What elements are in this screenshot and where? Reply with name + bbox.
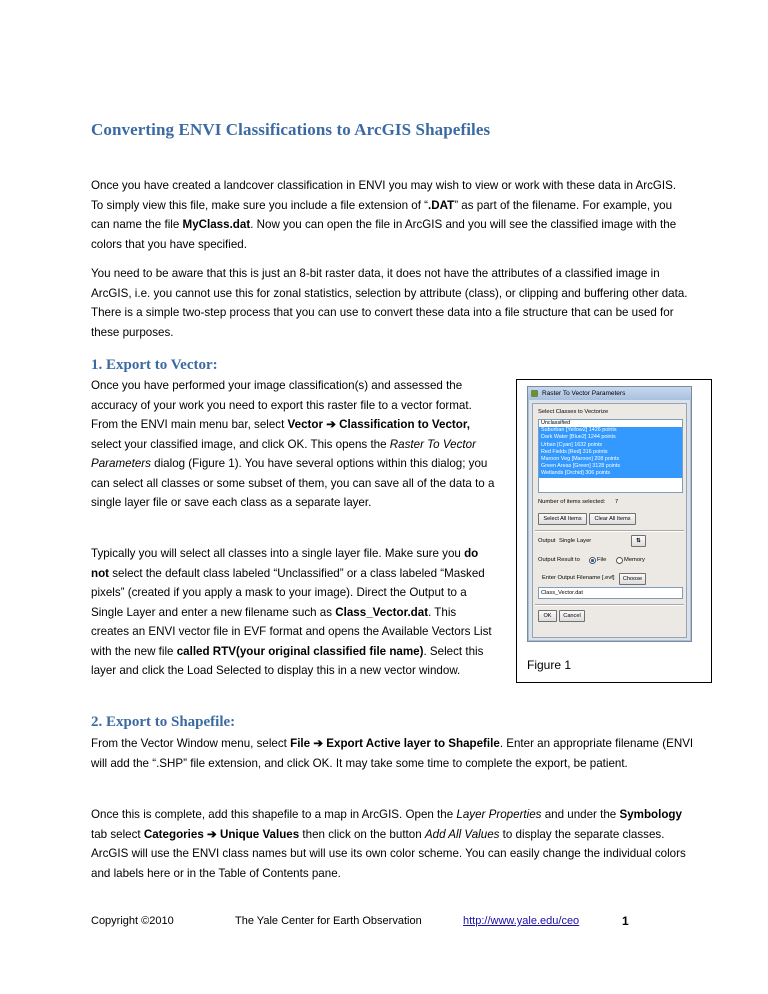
raster-to-vector-dialog	[527, 386, 692, 642]
footer-organization: The Yale Center for Earth Observation	[235, 915, 422, 927]
section-1-paragraph-1: Once you have performed your image classification(s) and assessed the accuracy of your work you need to export this raster file to a vector format. From the ENVI main menu bar, select Vector ➔ Classification to Vector, select your classified image, and click OK. This opens the Raster To Vector Parameters dialog (Figure 1). You have several options within this dialog; you can select all classes or some subset of them, you can save all of the data to a single layer file or save each class as a separate layer.	[91, 379, 495, 509]
class-listbox[interactable]	[538, 419, 683, 493]
class-item[interactable]: Red Fields [Red] 316 points	[539, 449, 682, 456]
page-number: 1	[622, 914, 629, 928]
output-label: Output	[538, 538, 556, 544]
output-result-label: Output Result to	[538, 557, 580, 563]
envi-app-icon	[531, 390, 538, 397]
memory-radio[interactable]	[616, 557, 623, 564]
divider	[535, 604, 684, 606]
filename-label: Enter Output Filename [.evf]	[542, 575, 615, 581]
dialog-titlebar	[528, 387, 691, 400]
dialog-title: Raster To Vector Parameters	[542, 390, 626, 397]
clear-all-button[interactable]: Clear All Items	[589, 513, 636, 525]
footer-copyright: Copyright ©2010	[91, 915, 174, 927]
memory-option-label: Memory	[624, 557, 645, 563]
footer-link[interactable]: http://www.yale.edu/ceo	[463, 915, 580, 927]
intro-paragraph-1: Once you have created a landcover classification in ENVI you may wish to view or work with these data in ArcGIS. To simply view this file, make sure you include a file extension of “.DAT” as part of the filename. For example, you can name the file MyClass.dat. Now you can open the file in ArcGIS and you will see the classified image with the colors that you have specified.	[91, 179, 677, 251]
figure-1	[516, 379, 712, 683]
page-title: Converting ENVI Classifications to ArcGIS Shapefiles	[91, 120, 491, 139]
items-selected-label: Number of items selected:	[538, 499, 606, 505]
class-item[interactable]: Unclassified	[541, 420, 571, 426]
section-2-paragraph-2: Once this is complete, add this shapefile to a map in ArcGIS. Open the Layer Properties and under the Symbology tab select Categories ➔ Unique Values then click on the button Add All Values to display the separate classes. ArcGIS will use the ENVI class names but will use its own color scheme. You can easily change the individual colors and labels here or in the Table of Contents pane.	[91, 808, 686, 880]
output-value: Single Layer	[559, 538, 592, 544]
items-selected-count: 7	[615, 499, 619, 505]
choose-button[interactable]: Choose	[619, 573, 646, 585]
select-all-button[interactable]: Select All Items	[538, 513, 587, 525]
file-option-label: File	[597, 557, 607, 563]
file-radio[interactable]	[589, 557, 596, 564]
section-1-paragraph-2: Typically you will select all classes into a single layer file. Make sure you do not select the default class labeled “Unclassified” or a class labeled “Masked pixels” (created if you apply a mask to your image). Direct the Output to a Single Layer and enter a new filename such as Class_Vector.dat. This creates an ENVI vector file in EVF format and opens the Available Vectors List with the new file called RTV(your original classified file name). Select this layer and click the Load Selected to display this in a new vector window.	[91, 547, 492, 677]
dialog-body	[532, 403, 687, 638]
class-item[interactable]: Green Areas [Green] 3128 points	[539, 463, 682, 470]
class-item[interactable]: Wetlands [Orchid] 306 points	[539, 470, 682, 477]
class-item[interactable]: Dark Water [Blue2] 1244 points	[539, 434, 682, 441]
divider	[535, 530, 684, 532]
output-filename-input[interactable]: Class_Vector.dat	[538, 587, 683, 599]
output-toggle-icon[interactable]: ⇅	[631, 535, 646, 547]
section-1-heading: 1. Export to Vector:	[91, 357, 218, 373]
select-classes-label: Select Classes to Vectorize	[538, 409, 609, 415]
intro-paragraph-2: You need to be aware that this is just an 8-bit raster data, it does not have the attributes of a classified image in ArcGIS, i.e. you cannot use this for zonal statistics, selection by attribute (class), or clipping and buffering other data. There is a simple two-step process that you can use to convert these data into a file structure that can be used for these purposes.	[91, 267, 688, 339]
figure-caption: Figure 1	[527, 658, 572, 672]
section-2-heading: 2. Export to Shapefile:	[91, 714, 236, 730]
class-item[interactable]: Maroon Veg [Maroon] 208 points	[539, 456, 682, 463]
ok-button[interactable]: OK	[538, 610, 557, 622]
class-item[interactable]: Urban [Cyan] 1632 points	[539, 442, 682, 449]
cancel-button[interactable]: Cancel	[559, 610, 585, 622]
section-2-paragraph-1: From the Vector Window menu, select File ➔ Export Active layer to Shapefile. Enter an appropriate filename (ENVI will add the “.SHP” file extension, and click OK. It may take some time to complete the export, be patient.	[91, 737, 694, 770]
class-item[interactable]: Suburban [Yellow2] 1426 points	[539, 427, 682, 434]
